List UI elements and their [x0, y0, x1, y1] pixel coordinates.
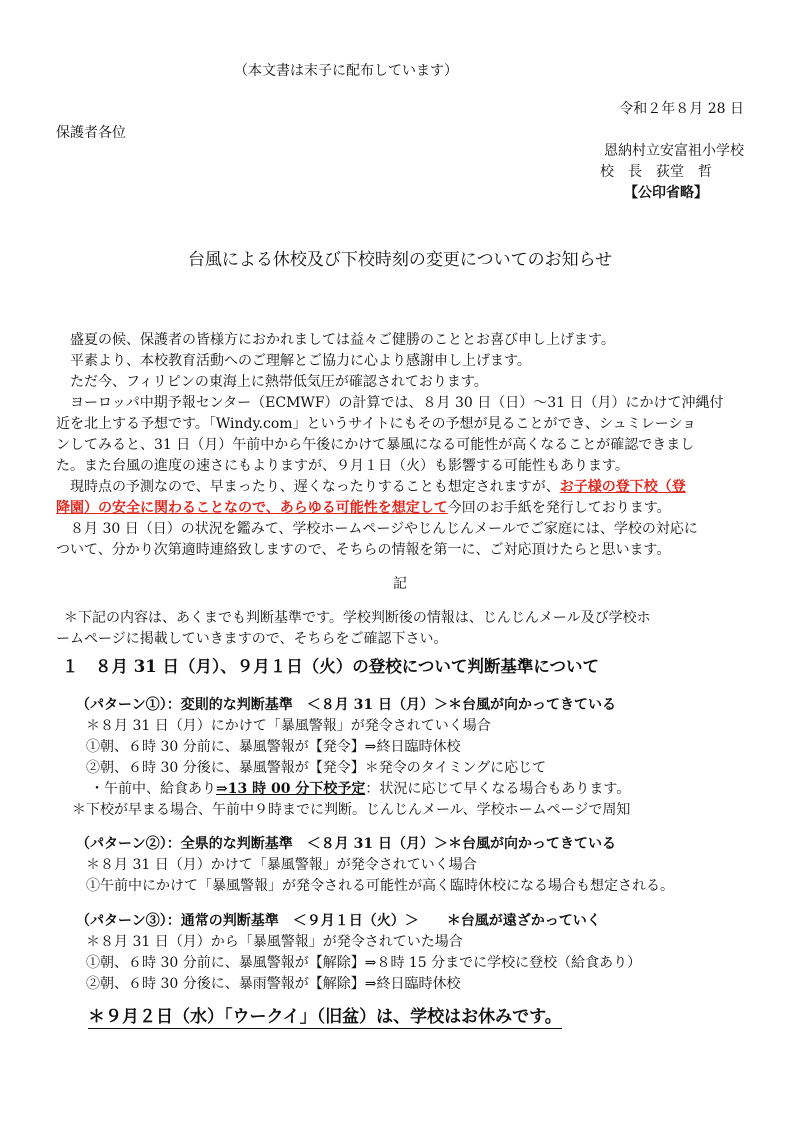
safety-text-cont: 今回のお手紙を発行しております。: [447, 500, 671, 516]
safety-text: 現時点の予測なので、早まったり、遅くなったりすることも想定されますが、: [70, 479, 560, 495]
seal-omitted: 【公印省略】: [624, 185, 708, 201]
pattern2-line-1: ＊８月 31 日（月）かけて「暴風警報」が発令されていく場合: [86, 857, 477, 873]
typhoon-info-paragraph: ただ今、フィリピンの東海上に熱帯低気圧が確認されております。: [70, 374, 488, 390]
criteria-note-line-1: ＊下記の内容は、あくまでも判断基準です。学校判断後の情報は、じんじんメール及び学校ホ: [64, 610, 651, 626]
school-name: 恩納村立安富祖小学校: [604, 143, 744, 159]
pattern3-line-3: ②朝、６時 30 分後に、暴雨警報が【解除】⇒終日臨時休校: [86, 976, 461, 992]
pattern1-line-5: ＊下校が早まる場合、午前中９時までに判断。じんじんメール、学校ホームページで周知: [72, 802, 631, 818]
pattern2-heading: （パターン②）：全県的な判断基準 ＜８月 31 日（月）＞＊台風が向かってきている: [76, 836, 616, 852]
safety-emphasis-cont: 降園）の安全に関わることなので、あらゆる可能性を想定して: [56, 500, 448, 516]
pattern1-heading: （パターン①）：変則的な判断基準 ＜８月 31 日（月）＞＊台風が向かってきている: [76, 697, 616, 713]
pattern3-line-2: ①朝、６時 30 分前に、暴風警報が【解除】⇒８時 15 分までに学校に登校（給食あり）: [86, 955, 642, 971]
pattern1-dismissal-time: ⇒13 時 00 分下校予定: [216, 781, 366, 797]
pattern1-line-2: ①朝、６時 30 分前に、暴風警報が【発令】⇒終日臨時休校: [86, 739, 461, 755]
page-title: 台風による休校及び下校時刻の変更についてのお知らせ: [187, 250, 613, 270]
safety-line-2: [56, 497, 671, 517]
closing-note: ＊９月２日（水）「ウークイ」（旧盆）は、学校はお休みです。: [88, 1002, 562, 1029]
pattern3-heading: （パターン③）：通常の判断基準 ＜９月１日（火）＞ ＊台風が遠ざかっていく: [76, 913, 601, 929]
forecast-line-4: た。また台風の進度の速さにもよりますが、９月１日（火）も影響する可能性もあります。: [56, 458, 629, 474]
distribution-note: （本文書は末子に配布しています）: [234, 63, 458, 79]
section-heading: １ ８月 31 日（月）、９月１日（火）の登校について判断基準について: [62, 657, 600, 676]
ki-marker: 記: [393, 576, 407, 592]
principal-name: 校 長 荻堂 哲: [600, 164, 712, 180]
contact-line-2: ついて、分かり次第適時連絡致しますので、そちらの情報を第一に、ご対応頂けたらと思います。: [56, 542, 671, 558]
criteria-note-line-2: ームページに掲載していきますので、そちらをご確認下さい。: [56, 631, 448, 647]
document-date: 令和２年８月 28 日: [619, 101, 744, 117]
pattern1-line-3: ②朝、６時 30 分後に、暴風警報が【発令】＊発令のタイミングに応じて: [86, 760, 547, 776]
safety-line-1: [70, 476, 686, 496]
pattern3-line-1: ＊８月 31 日（月）から「暴風警報」が発令されていた場合: [86, 934, 463, 950]
safety-emphasis: お子様の登下校（登: [559, 479, 686, 495]
pattern1-note: ：状況に応じて早くなる場合もあります。: [365, 781, 631, 797]
forecast-line-2: 近を北上する予想です。「Windy.com」というサイトにもその予想が見ることができ、シュミレーショ: [56, 416, 697, 432]
pattern1-line-1: ＊８月 31 日（月）にかけて「暴風警報」が発令されていく場合: [86, 718, 491, 734]
forecast-line-1: ヨーロッパ中期予報センター（ECMWF）の計算では、８月 30 日（日）～31 日（月）にかけて沖縄付: [70, 395, 724, 411]
contact-line-1: ８月 30 日（日）の状況を鑑みて、学校ホームページやじんじんメールでご家庭には、学校の対応に: [70, 521, 698, 537]
greeting-paragraph: 盛夏の候、保護者の皆様方におかれましては益々ご健勝のこととお喜び申し上げます。: [70, 332, 615, 348]
forecast-line-3: ンしてみると、31 日（月）午前中から午後にかけて暴風になる可能性が高くなることが確認できまし: [56, 437, 695, 453]
pattern1-lunch: ・午前中、給食あり: [90, 781, 216, 797]
recipient: 保護者各位: [56, 125, 126, 141]
pattern2-line-2: ①午前中にかけて「暴風警報」が発令される可能性が高く臨時休校になる場合も想定される。: [86, 878, 674, 894]
thanks-paragraph: 平素より、本校教育活動へのご理解とご協力に心より感謝申し上げます。: [70, 353, 531, 369]
pattern1-line-4: [90, 778, 630, 798]
